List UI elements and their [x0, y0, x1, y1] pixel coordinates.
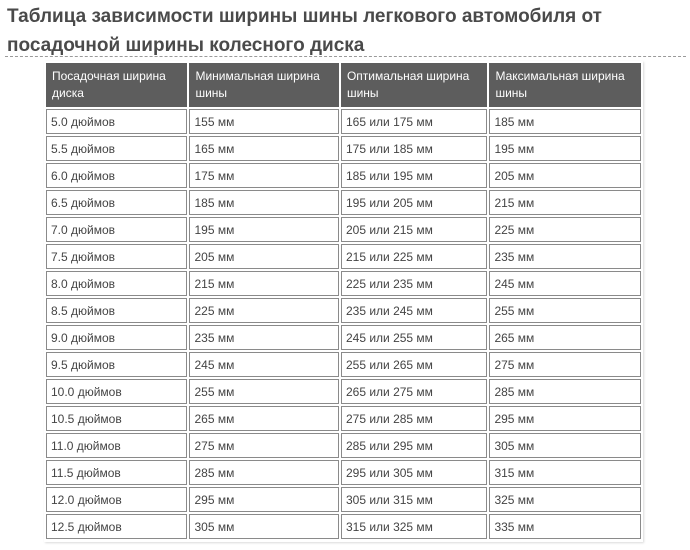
page-title: [7, 2, 683, 60]
min-tire-width-cell: 185 мм: [189, 190, 339, 215]
max-tire-width-cell: 285 мм: [489, 379, 641, 404]
max-tire-width-cell: 235 мм: [489, 244, 641, 269]
min-tire-width-cell: 175 мм: [189, 163, 339, 188]
min-tire-width-cell: 245 мм: [189, 352, 339, 377]
max-tire-width-cell: 265 мм: [489, 325, 641, 350]
max-tire-width-cell: 275 мм: [489, 352, 641, 377]
tire-width-table-container: [44, 61, 643, 542]
rim-width-cell: 8.0 дюймов: [46, 271, 187, 296]
table-row: [46, 271, 641, 296]
min-tire-width-cell: 195 мм: [189, 217, 339, 242]
optimal-tire-width-cell: 185 или 195 мм: [341, 163, 487, 188]
rim-width-cell: 5.0 дюймов: [46, 109, 187, 134]
rim-width-cell: 11.0 дюймов: [46, 433, 187, 458]
min-tire-width-cell: 255 мм: [189, 379, 339, 404]
min-tire-width-cell: 155 мм: [189, 109, 339, 134]
optimal-tire-width-cell: 285 или 295 мм: [341, 433, 487, 458]
optimal-tire-width-cell: 295 или 305 мм: [341, 460, 487, 485]
rim-width-cell: 12.0 дюймов: [46, 487, 187, 512]
table-row: [46, 190, 641, 215]
max-tire-width-cell: 205 мм: [489, 163, 641, 188]
page-title-line-2: посадочной ширины колесного диска: [7, 35, 365, 56]
min-tire-width-cell: 215 мм: [189, 271, 339, 296]
max-tire-width-cell: 295 мм: [489, 406, 641, 431]
header-row: [46, 63, 641, 107]
max-tire-width-cell: 315 мм: [489, 460, 641, 485]
table-body: [46, 109, 641, 539]
rim-width-cell: 10.0 дюймов: [46, 379, 187, 404]
max-tire-width-cell: 185 мм: [489, 109, 641, 134]
min-tire-width-cell: 275 мм: [189, 433, 339, 458]
max-tire-width-cell: 335 мм: [489, 514, 641, 539]
table-header: [46, 63, 641, 107]
rim-width-cell: 9.0 дюймов: [46, 325, 187, 350]
min-tire-width-cell: 165 мм: [189, 136, 339, 161]
max-tire-width-cell: 195 мм: [489, 136, 641, 161]
table-row: [46, 487, 641, 512]
table-row: [46, 298, 641, 323]
table-row: [46, 460, 641, 485]
min-tire-width-cell: 305 мм: [189, 514, 339, 539]
tire-width-table: [44, 61, 643, 541]
optimal-tire-width-cell: 255 или 265 мм: [341, 352, 487, 377]
optimal-tire-width-cell: 175 или 185 мм: [341, 136, 487, 161]
max-tire-width-cell: 245 мм: [489, 271, 641, 296]
optimal-tire-width-cell: 245 или 255 мм: [341, 325, 487, 350]
table-row: [46, 514, 641, 539]
optimal-tire-width-cell: 315 или 325 мм: [341, 514, 487, 539]
rim-width-cell: 8.5 дюймов: [46, 298, 187, 323]
table-row: [46, 217, 641, 242]
min-tire-width-cell: 295 мм: [189, 487, 339, 512]
rim-width-cell: 7.0 дюймов: [46, 217, 187, 242]
optimal-tire-width-cell: 225 или 235 мм: [341, 271, 487, 296]
min-tire-width-cell: 285 мм: [189, 460, 339, 485]
min-tire-width-cell: 225 мм: [189, 298, 339, 323]
header-max-tire-width: Максимальная ширина шины: [489, 63, 641, 107]
min-tire-width-cell: 235 мм: [189, 325, 339, 350]
max-tire-width-cell: 305 мм: [489, 433, 641, 458]
optimal-tire-width-cell: 165 или 175 мм: [341, 109, 487, 134]
optimal-tire-width-cell: 305 или 315 мм: [341, 487, 487, 512]
optimal-tire-width-cell: 195 или 205 мм: [341, 190, 487, 215]
dotted-divider: [5, 56, 686, 57]
table-row: [46, 163, 641, 188]
rim-width-cell: 7.5 дюймов: [46, 244, 187, 269]
header-optimal-tire-width: Оптимальная ширина шины: [341, 63, 487, 107]
table-row: [46, 406, 641, 431]
optimal-tire-width-cell: 205 или 215 мм: [341, 217, 487, 242]
max-tire-width-cell: 215 мм: [489, 190, 641, 215]
table-row: [46, 325, 641, 350]
max-tire-width-cell: 325 мм: [489, 487, 641, 512]
max-tire-width-cell: 255 мм: [489, 298, 641, 323]
table-row: [46, 109, 641, 134]
max-tire-width-cell: 225 мм: [489, 217, 641, 242]
optimal-tire-width-cell: 215 или 225 мм: [341, 244, 487, 269]
optimal-tire-width-cell: 235 или 245 мм: [341, 298, 487, 323]
rim-width-cell: 9.5 дюймов: [46, 352, 187, 377]
optimal-tire-width-cell: 265 или 275 мм: [341, 379, 487, 404]
optimal-tire-width-cell: 275 или 285 мм: [341, 406, 487, 431]
header-rim-width: Посадочная ширина диска: [46, 63, 187, 107]
table-row: [46, 352, 641, 377]
header-min-tire-width: Минимальная ширина шины: [189, 63, 339, 107]
min-tire-width-cell: 265 мм: [189, 406, 339, 431]
table-row: [46, 244, 641, 269]
rim-width-cell: 10.5 дюймов: [46, 406, 187, 431]
rim-width-cell: 6.0 дюймов: [46, 163, 187, 188]
rim-width-cell: 11.5 дюймов: [46, 460, 187, 485]
table-row: [46, 433, 641, 458]
rim-width-cell: 12.5 дюймов: [46, 514, 187, 539]
min-tire-width-cell: 205 мм: [189, 244, 339, 269]
rim-width-cell: 6.5 дюймов: [46, 190, 187, 215]
table-row: [46, 136, 641, 161]
page-title-line-1: Таблица зависимости ширины шины легкового автомобиля от: [7, 6, 602, 27]
table-row: [46, 379, 641, 404]
rim-width-cell: 5.5 дюймов: [46, 136, 187, 161]
